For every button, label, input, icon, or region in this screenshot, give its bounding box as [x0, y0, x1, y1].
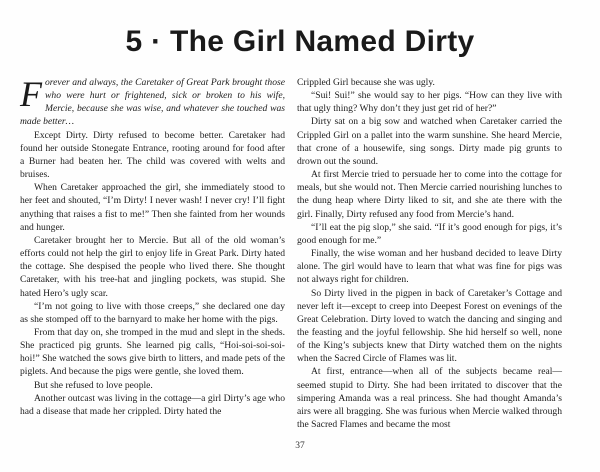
left-column	[20, 76, 285, 418]
paragraph: Dirty sat on a big sow and watched when Caretaker carried the Crippled Girl on a pallet into the warm sunshine. She heard Mercie, that crone of a housewife, sing songs. Dirty made pig grunts to drown out the sound.	[297, 116, 562, 167]
paragraph: “Sui! Sui!” she would say to her pigs. “How can they live with that ugly thing? Why don’t they just get rid of her?”	[297, 90, 562, 115]
paragraph: At first, entrance—when all of the subjects became real—seemed stupid to Dirty. She had been irritated to discover that the simpering Amanda was a real princess. She had thought Amanda’s airs were all bragging. She was furious when Mercie walked through the Sacred Flames and became the most	[297, 366, 562, 431]
opening-paragraph	[20, 76, 285, 129]
paragraph: When Caretaker approached the girl, she immediately stood to her feet and shouted, “I’m Dirty! I never wash! I never cry! I’ll fight anything that raises a fist to me!” Then she fainted from her wounds and hunger.	[20, 182, 285, 233]
paragraph: Finally, the wise woman and her husband decided to leave Dirty alone. The girl would have to learn that what was fine for pigs was not always right for children.	[297, 248, 562, 286]
chapter-title: 5 · The Girl Named Dirty	[125, 25, 475, 58]
opening-text: orever and always, the Caretaker of Great Park brought those who were hurt or frightened, sick or broken to his wife, Mercie, because she was wise, and whatever she touched was made better…	[20, 77, 285, 128]
paragraph: Caretaker brought her to Mercie. But all of the old woman’s efforts could not help the girl to enjoy life in Great Park. Dirty hated the cottage. She despised the people who lived there. She thought Caretaker, with his tree-hat and jingling pockets, was stupid. She hated Hero’s ugly scar.	[20, 234, 285, 299]
paragraph: Except Dirty. Dirty refused to become better. Caretaker had found her outside Stonegate Entrance, rooting around for food after a Burner had beaten her. The child was covered with welts and bruises.	[20, 129, 285, 181]
right-column	[297, 76, 562, 431]
paragraph: Another outcast was living in the cottage—a girl Dirty’s age who had a disease that made her crippled. Dirty hated the	[20, 392, 285, 417]
paragraph: At first Mercie tried to persuade her to come into the cottage for meals, but she would not. Then Mercie carried nourishing lunches to the dung heap where Dirty liked to sit, and she ate there with the girl. Finally, Dirty refused any food from Mercie’s hand.	[297, 169, 562, 220]
paragraph: From that day on, she tromped in the mud and slept in the sheds. She practiced pig grunts. She learned pig calls, “Hoi-soi-soi-soi-hoi!” She watched the sows give birth to litters, and made pets of the piglets. And because the pigs were gentle, she loved them.	[20, 326, 285, 378]
paragraph: So Dirty lived in the pigpen in back of Caretaker’s Cottage and never left it—except to creep into Deepest Forest on evenings of the Great Celebration. Dirty loved to watch the dancing and singing and the feasting and the joyful fellowship. She hid herself so well, none of the King’s subjects knew that Dirty watched them on the nights when the Sacred Circle of Flames was lit.	[297, 287, 562, 365]
drop-cap: F	[20, 74, 42, 114]
paragraph: “I’m not going to live with those creeps,” she declared one day as she stomped off to the barnyard to make her home with the pigs.	[20, 300, 285, 325]
paragraph-continued: Crippled Girl because she was ugly.	[297, 77, 435, 88]
page-number: 37	[295, 441, 305, 451]
paragraph: “I’ll eat the pig slop,” she said. “If it’s good enough for pigs, it’s good enough for me.”	[297, 221, 562, 246]
paragraph: But she refused to love people.	[34, 379, 153, 391]
